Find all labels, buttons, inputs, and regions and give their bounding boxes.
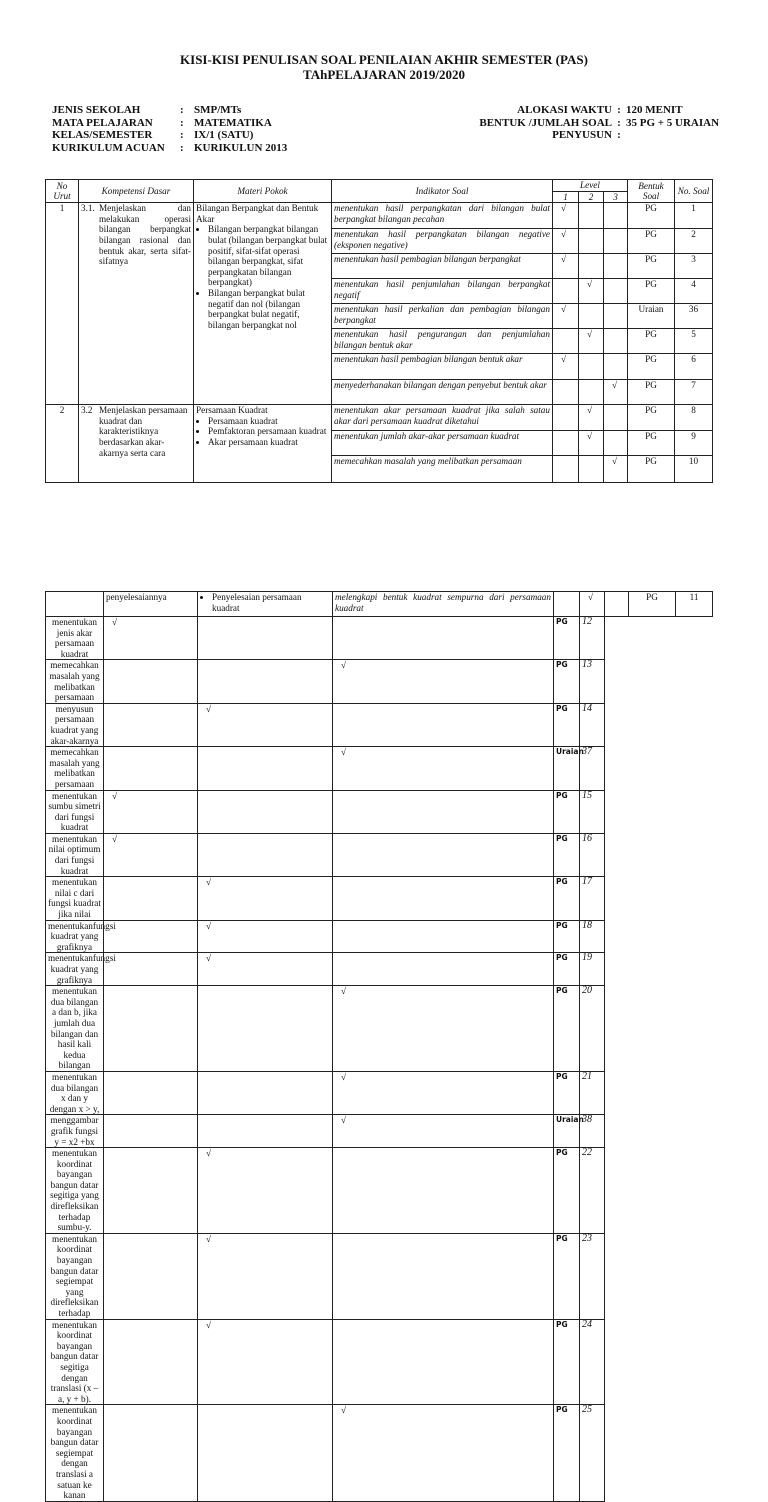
bentuk-soal-cell: PG <box>554 986 580 1072</box>
level-3-check <box>333 617 554 660</box>
bentuk-soal-cell: PG <box>554 660 580 703</box>
level-2-check <box>579 254 604 279</box>
level-3-check <box>333 877 554 920</box>
meta-right <box>470 104 720 142</box>
level-1-check: √ <box>553 229 579 254</box>
header-indikator-soal: Indikator Soal <box>332 180 553 203</box>
indikator-cell: menentukan dua bilangan x dan y dengan x > y, <box>46 1071 104 1114</box>
table-row <box>46 877 713 920</box>
level-2-check <box>579 203 604 229</box>
indikator-cell: menentukanfungsi kuadrat yang grafiknya <box>46 920 104 953</box>
table-row <box>46 986 713 1072</box>
bentuk-soal-cell: PG <box>554 617 580 660</box>
level-1-check: √ <box>104 833 198 876</box>
indikator-cell: menentukan hasil pembagian bilangan bentuk akar <box>332 354 553 380</box>
level-3-check <box>604 229 628 254</box>
row-number-empty <box>46 592 104 617</box>
meta-row: BENTUK /JUMLAH SOAL : 35 PG + 5 URAIAN <box>470 117 720 130</box>
kd-text: Menjelaskan dan melakukan operasi bilangan berpangkat bilangan rasional dan bentuk akar, serta sifat-sifatnya <box>99 203 191 267</box>
level-1-check: √ <box>104 617 198 660</box>
level-2-check: √ <box>579 431 604 456</box>
table-row <box>46 405 713 431</box>
indikator-cell: menentukan koordinat bayangan bangun datar segitiga yang direfleksikan terhadap sumbu-y. <box>46 1148 104 1234</box>
meta-row: KURIKULUM ACUAN : KURIKULUN 2013 <box>52 141 288 154</box>
level-1-check <box>553 431 579 456</box>
header-kompetensi-dasar: Kompetensi Dasar <box>79 180 194 203</box>
materi-bullet: • Penyelesaian persamaan kuadrat <box>212 592 330 613</box>
meta-label: KURIKULUM ACUAN <box>52 141 165 154</box>
level-1-check <box>104 1233 198 1319</box>
bentuk-soal-cell: PG <box>554 1405 580 1501</box>
level-1-check: √ <box>104 790 198 833</box>
table-row <box>46 833 713 876</box>
no-soal-cell: 13 <box>580 660 605 703</box>
kisi-table-page1 <box>45 179 713 483</box>
level-1-check <box>104 877 198 920</box>
indikator-cell: menentukan hasil penjumlahan bilangan berpangkat negatif <box>332 279 553 304</box>
indikator-cell: menentukan dua bilangan a dan b, jika jumlah dua bilangan dan hasil kali kedua bilangan <box>46 986 104 1072</box>
level-1-check <box>104 1148 198 1234</box>
level-3-check <box>333 703 554 746</box>
header-bentuk-soal: Bentuk Soal <box>628 180 675 203</box>
table-row <box>46 1405 713 1501</box>
indikator-cell: menentukanfungsi kuadrat yang grafiknya <box>46 953 104 986</box>
level-2-check <box>579 456 604 483</box>
indikator-cell: melengkapi bentuk kuadrat sempurna dari persamaan kuadrat <box>333 592 554 617</box>
level-2-check <box>198 660 333 703</box>
meta-row: MATA PELAJARAN : MATEMATIKA <box>52 116 272 129</box>
level-2-check <box>198 986 333 1072</box>
level-2-check <box>198 617 333 660</box>
level-2-check: √ <box>198 703 333 746</box>
meta-value: 35 PG + 5 URAIAN <box>626 116 720 129</box>
level-1-check <box>553 329 579 354</box>
indikator-cell: menentukan sumbu simetri dari fungsi kuadrat <box>46 790 104 833</box>
level-3-check <box>333 1148 554 1234</box>
table-row <box>46 953 713 986</box>
indikator-cell: menentukan koordinat bayangan bangun datar segiempat yang direfleksikan terhadap <box>46 1233 104 1319</box>
level-2-check: √ <box>580 592 605 617</box>
table-row <box>46 617 713 660</box>
indikator-cell: memecahkan masalah yang melibatkan persamaan <box>46 747 104 790</box>
materi-title: Bilangan Berpangkat dan Bentuk Akar <box>196 203 319 224</box>
materi-pokok-cell <box>194 203 332 405</box>
level-1-check: √ <box>553 354 579 380</box>
level-2-check <box>198 790 333 833</box>
bentuk-soal-cell: PG <box>554 1071 580 1114</box>
level-1-check <box>104 920 198 953</box>
level-2-check <box>579 354 604 380</box>
level-3-check <box>604 304 628 329</box>
level-1-check <box>104 1319 198 1405</box>
level-3-check: √ <box>604 380 628 405</box>
level-1-check <box>104 1115 198 1148</box>
indikator-cell: menentukan jenis akar persamaan kuadrat <box>46 617 104 660</box>
bentuk-soal-cell: PG <box>554 877 580 920</box>
level-1-check <box>104 986 198 1072</box>
no-soal-cell: 19 <box>580 953 605 986</box>
meta-row: KELAS/SEMESTER : IX/1 (SATU) <box>52 129 254 141</box>
level-2-check: √ <box>198 877 333 920</box>
level-3-check <box>604 329 628 354</box>
indikator-cell: memecahkan masalah yang melibatkan persamaan <box>46 660 104 703</box>
bentuk-soal-cell: PG <box>628 229 675 254</box>
bentuk-soal-cell: PG <box>554 953 580 986</box>
level-2-check <box>198 1071 333 1114</box>
no-soal-cell: 1 <box>675 203 713 229</box>
level-1-check: √ <box>553 254 579 279</box>
meta-label: JENIS SEKOLAH <box>52 104 141 116</box>
no-soal-cell: 20 <box>580 986 605 1072</box>
indikator-cell: menentukan hasil perpangkatan dari bilangan bulat berpangkat bilangan pecahan <box>332 203 553 229</box>
table-row <box>46 920 713 953</box>
no-soal-cell: 17 <box>580 877 605 920</box>
meta-value: MATEMATIKA <box>194 116 272 129</box>
materi-pokok-cell <box>198 592 333 617</box>
no-soal-cell: 8 <box>675 405 713 431</box>
bentuk-soal-cell: PG <box>629 592 676 617</box>
level-2-check: √ <box>198 1148 333 1234</box>
level-1-check <box>104 660 198 703</box>
materi-title: Persamaan Kuadrat <box>196 405 268 416</box>
table-row <box>46 747 713 790</box>
meta-label: KELAS/SEMESTER <box>52 129 153 141</box>
table-row <box>46 1115 713 1148</box>
materi-bullet: • Bilangan berpangkat bulat negatif dan nol (bilangan berpangkat bulat negatif, bilangan berpangkat nol <box>208 288 329 330</box>
table-row <box>46 1071 713 1114</box>
table-row <box>46 790 713 833</box>
bentuk-soal-cell: PG <box>628 279 675 304</box>
meta-label: PENYUSUN <box>552 129 612 141</box>
header-no-urut: No Urut <box>46 180 79 203</box>
bentuk-soal-cell: PG <box>628 456 675 483</box>
meta-label: BENTUK /JUMLAH SOAL <box>479 116 612 129</box>
no-soal-cell: 2 <box>675 229 713 254</box>
no-soal-cell: 7 <box>675 380 713 405</box>
indikator-cell: menentukan nilai optimum dari fungsi kuadrat <box>46 833 104 876</box>
indikator-cell: menyusun persamaan kuadrat yang akar-akarnya <box>46 703 104 746</box>
level-3-check <box>605 592 629 617</box>
table-row <box>46 203 713 229</box>
level-1-check <box>104 1071 198 1114</box>
level-3-check <box>604 279 628 304</box>
bentuk-soal-cell: PG <box>628 329 675 354</box>
table-row <box>46 660 713 703</box>
level-1-check: √ <box>553 304 579 329</box>
no-soal-cell: 9 <box>675 431 713 456</box>
kompetensi-dasar-cell <box>79 203 194 405</box>
level-3-check <box>604 203 628 229</box>
indikator-cell: menentukan nilai c dari fungsi kuadrat jika nilai <box>46 877 104 920</box>
bentuk-soal-cell: Uraian <box>554 1115 580 1148</box>
kisi-table-page2 <box>45 591 713 1502</box>
level-3-check <box>604 431 628 456</box>
meta-label: ALOKASI WAKTU <box>517 104 612 116</box>
kompetensi-dasar-cell: penyelesaiannya <box>104 592 198 617</box>
level-2-check: √ <box>198 953 333 986</box>
level-1-check <box>553 456 579 483</box>
no-soal-cell: 18 <box>580 920 605 953</box>
level-3-check: √ <box>333 660 554 703</box>
materi-pokok-cell <box>194 405 332 483</box>
no-soal-cell: 10 <box>675 456 713 483</box>
bentuk-soal-cell: PG <box>628 354 675 380</box>
level-1-check <box>554 592 580 617</box>
meta-row: ALOKASI WAKTU : 120 MENIT <box>470 104 720 117</box>
no-soal-cell: 16 <box>580 833 605 876</box>
no-soal-cell: 24 <box>580 1319 605 1405</box>
level-3-check: √ <box>333 986 554 1072</box>
level-3-check <box>604 354 628 380</box>
bentuk-soal-cell: PG <box>554 833 580 876</box>
bentuk-soal-cell: PG <box>628 431 675 456</box>
bentuk-soal-cell: Uraian <box>628 304 675 329</box>
level-3-check: √ <box>333 747 554 790</box>
bentuk-soal-cell: PG <box>554 1233 580 1319</box>
level-3-check <box>333 953 554 986</box>
header-no-soal: No. Soal <box>675 180 713 203</box>
level-1-check: √ <box>553 203 579 229</box>
no-soal-cell: 25 <box>580 1405 605 1501</box>
level-3-check: √ <box>604 456 628 483</box>
bentuk-soal-cell: Uraian <box>554 747 580 790</box>
table-row <box>46 1148 713 1234</box>
row-number: 1 <box>46 203 79 405</box>
no-soal-cell: 22 <box>580 1148 605 1234</box>
no-soal-cell: 6 <box>675 354 713 380</box>
no-soal-cell: 14 <box>580 703 605 746</box>
materi-bullet: • Pemfaktoran persamaan kuadrat <box>208 426 329 437</box>
level-2-check: √ <box>198 1233 333 1319</box>
level-3-check <box>333 1233 554 1319</box>
level-2-check <box>198 1115 333 1148</box>
bentuk-soal-cell: PG <box>554 1319 580 1405</box>
level-2-check <box>579 229 604 254</box>
indikator-cell: menentukan jumlah akar-akar persamaan kuadrat <box>332 431 553 456</box>
document-subtitle: TAhPELAJARAN 2019/2020 <box>303 67 465 82</box>
level-2-check: √ <box>579 279 604 304</box>
level-2-check: √ <box>198 920 333 953</box>
table-row <box>46 1233 713 1319</box>
level-1-check <box>553 405 579 431</box>
level-2-check: √ <box>579 405 604 431</box>
level-3-check: √ <box>333 1071 554 1114</box>
bentuk-soal-cell: PG <box>628 405 675 431</box>
level-1-check <box>553 279 579 304</box>
no-soal-cell: 38 <box>580 1115 605 1148</box>
level-2-check <box>198 833 333 876</box>
kd-number: 3.1. <box>81 203 95 214</box>
bentuk-soal-cell: PG <box>554 920 580 953</box>
level-3-check <box>604 405 628 431</box>
level-1-check <box>104 747 198 790</box>
indikator-cell: menentukan koordinat bayangan bangun datar segiempat dengan translasi a satuan ke kanan <box>46 1405 104 1501</box>
no-soal-cell: 36 <box>675 304 713 329</box>
level-1-check <box>104 953 198 986</box>
indikator-cell: memecahkan masalah yang melibatkan persamaan <box>332 456 553 483</box>
level-3-check <box>604 254 628 279</box>
meta-row: JENIS SEKOLAH : SMP/MTs <box>52 104 242 116</box>
header-level-1: 1 <box>553 191 579 203</box>
bentuk-soal-cell: PG <box>628 380 675 405</box>
document-title: KISI-KISI PENULISAN SOAL PENILAIAN AKHIR SEMESTER (PAS) <box>180 52 588 67</box>
no-soal-cell: 12 <box>580 617 605 660</box>
row-number: 2 <box>46 405 79 483</box>
no-soal-cell: 5 <box>675 329 713 354</box>
no-soal-cell: 3 <box>675 254 713 279</box>
indikator-cell: menyederhanakan bilangan dengan penyebut bentuk akar <box>332 380 553 405</box>
level-2-check <box>579 380 604 405</box>
level-2-check <box>198 1405 333 1501</box>
level-1-check <box>553 380 579 405</box>
kompetensi-dasar-cell <box>79 405 194 483</box>
table-row <box>46 592 713 617</box>
meta-value: KURIKULUN 2013 <box>194 141 288 154</box>
level-3-check <box>333 920 554 953</box>
level-3-check <box>333 833 554 876</box>
level-3-check: √ <box>333 1405 554 1501</box>
meta-value: 120 MENIT <box>626 104 683 116</box>
level-2-check <box>198 747 333 790</box>
meta-value: IX/1 (SATU) <box>194 129 254 141</box>
level-1-check <box>104 703 198 746</box>
kd-text: Menjelaskan persamaan kuadrat dan karakteristiknya berdasarkan akar-akarnya serta cara <box>99 405 188 458</box>
no-soal-cell: 37 <box>580 747 605 790</box>
no-soal-cell: 11 <box>676 592 713 617</box>
level-3-check: √ <box>333 1115 554 1148</box>
bentuk-soal-cell: PG <box>554 703 580 746</box>
bentuk-soal-cell: PG <box>554 1148 580 1234</box>
indikator-cell: menentukan hasil pengurangan dan penjumlahan bilangan bentuk akar <box>332 329 553 354</box>
kd-number: 3.2 <box>81 405 93 416</box>
table-row <box>46 1319 713 1405</box>
level-2-check: √ <box>198 1319 333 1405</box>
level-2-check: √ <box>579 329 604 354</box>
no-soal-cell: 21 <box>580 1071 605 1114</box>
indikator-cell: menentukan koordinat bayangan bangun datar segitiga dengan translasi (x – a, y + b). <box>46 1319 104 1405</box>
meta-value: SMP/MTs <box>194 104 242 116</box>
bentuk-soal-cell: PG <box>628 203 675 229</box>
level-1-check <box>104 1405 198 1501</box>
no-soal-cell: 4 <box>675 279 713 304</box>
materi-bullet: • Persamaan kuadrat <box>208 416 329 427</box>
bentuk-soal-cell: PG <box>628 254 675 279</box>
header-level: Level <box>553 180 628 192</box>
indikator-cell: menentukan hasil pembagian bilangan berpangkat <box>332 254 553 279</box>
indikator-cell: menentukan akar persamaan kuadrat jika salah satau akar dari persamaan kuadrat diketahui <box>332 405 553 431</box>
meta-row: PENYUSUN : <box>470 129 720 142</box>
indikator-cell: menentukan hasil perpangkatan bilangan negative (eksponen negative) <box>332 229 553 254</box>
level-3-check <box>333 1319 554 1405</box>
no-soal-cell: 15 <box>580 790 605 833</box>
indikator-cell: menggambar grafik fungsi y = x2 +bx <box>46 1115 104 1148</box>
level-3-check <box>333 790 554 833</box>
meta-left <box>52 104 287 154</box>
no-soal-cell: 23 <box>580 1233 605 1319</box>
bentuk-soal-cell: PG <box>554 790 580 833</box>
header-materi-pokok: Materi Pokok <box>194 180 332 203</box>
indikator-cell: menentukan hasil perkalian dan pembagian bilangan berpangkat <box>332 304 553 329</box>
level-2-check <box>579 304 604 329</box>
header-level-2: 2 <box>579 191 604 203</box>
header-level-3: 3 <box>604 191 628 203</box>
materi-bullet: • Akar persamaan kuadrat <box>208 437 329 448</box>
materi-bullet: • Bilangan berpangkat bilangan bulat (bilangan berpangkat bulat positif, sifat-sifat operasi bilangan berpangkat, sifat perpangkatan bilangan berpangkat) <box>208 224 329 288</box>
meta-label: MATA PELAJARAN <box>52 116 153 129</box>
table-row <box>46 703 713 746</box>
